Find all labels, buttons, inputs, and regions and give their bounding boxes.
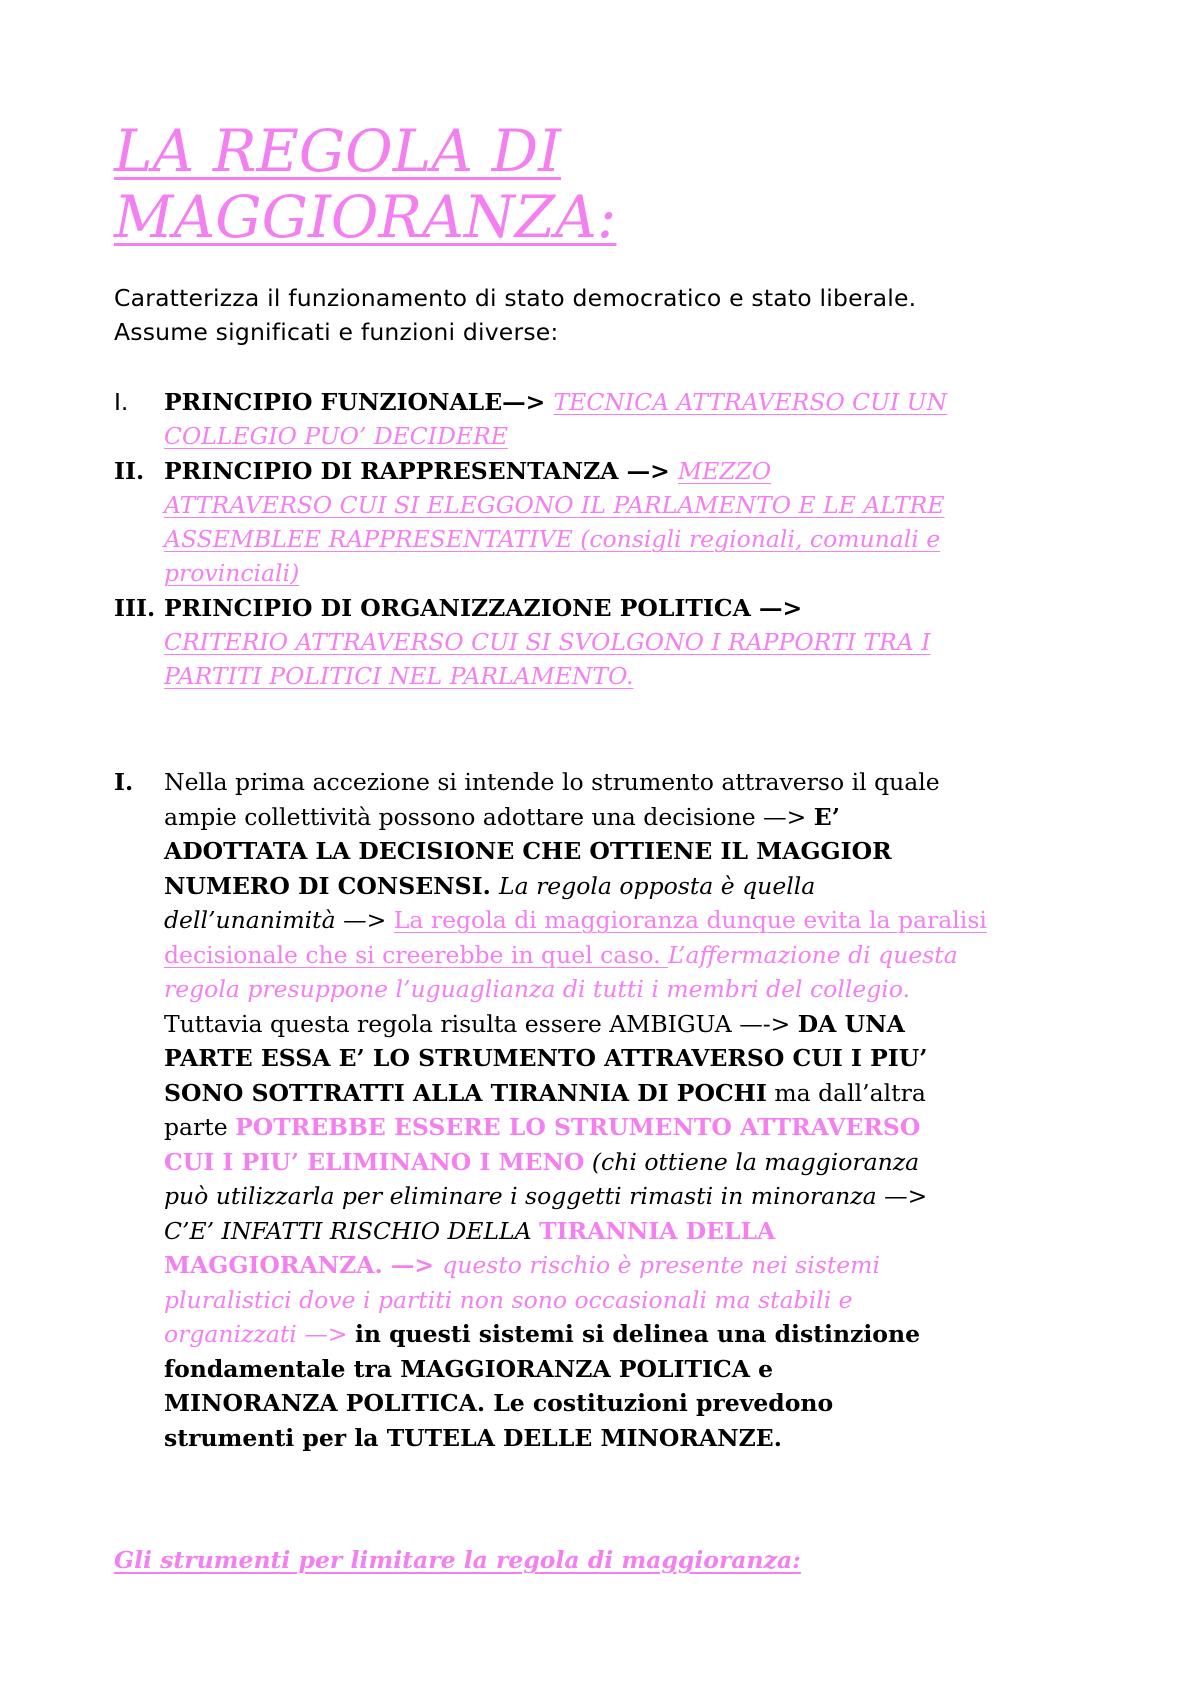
explanation-line: Tuttavia questa regola risulta essere AMBIGUA —-> DA UNA: [164, 1009, 905, 1038]
explanation-line: pluralistici dove i partiti non sono occasionali ma stabili e: [164, 1285, 853, 1314]
explanation-line: NUMERO DI CONSENSI. La regola opposta è quella: [164, 871, 816, 900]
explanation-line: parte POTREBBE ESSERE LO STRUMENTO ATTRAVERSO: [164, 1113, 921, 1141]
title-line-1: LA REGOLA DI: [114, 117, 561, 185]
principle-definition: ASSEMBLEE RAPPRESENTATIVE (consigli regionali, comunali e: [164, 525, 941, 553]
principle-heading: PRINCIPIO DI ORGANIZZAZIONE POLITICA —>: [164, 594, 803, 622]
principle-item-2: [114, 454, 1104, 590]
principle-heading: PRINCIPIO DI RAPPRESENTANZA —>: [164, 457, 679, 485]
principle-definition: ATTRAVERSO CUI SI ELEGGONO IL PARLAMENTO E LE ALTRE: [164, 491, 945, 519]
title-line-2: MAGGIORANZA:: [114, 183, 617, 251]
intro-line-2: Assume significati e funzioni diverse:: [114, 318, 559, 346]
explanation-line: MINORANZA POLITICA. Le costituzioni prevedono: [164, 1389, 834, 1417]
principle-numeral: III.: [114, 594, 156, 622]
page-title: [114, 118, 874, 250]
principle-numeral: I.: [114, 388, 129, 416]
explanation-line: PARTE ESSA E’ LO STRUMENTO ATTRAVERSO CUI I PIU’: [164, 1044, 928, 1072]
explanation-line: ampie collettività possono adottare una decisione —> E’: [164, 802, 840, 831]
explanation-line: regola presuppone l’uguaglianza di tutti i membri del collegio.: [164, 975, 910, 1003]
explanation-line: dell’unanimità —> La regola di maggioranza dunque evita la paralisi: [164, 906, 987, 934]
explanation-line: SONO SOTTRATTI ALLA TIRANNIA DI POCHI ma dall’altra: [164, 1078, 926, 1107]
explanation-line: CUI I PIU’ ELIMINANO I MENO (chi ottiene la maggioranza: [164, 1147, 920, 1176]
intro-text: [114, 281, 1114, 349]
principle-definition: TECNICA ATTRAVERSO CUI UN: [553, 388, 948, 416]
principle-definition: provinciali): [164, 559, 300, 587]
explanation-line: ADOTTATA LA DECISIONE CHE OTTIENE IL MAGGIOR: [164, 837, 892, 865]
explanation-line: fondamentale tra MAGGIORANZA POLITICA e: [164, 1354, 774, 1383]
explanation-line: MAGGIORANZA. —> questo rischio è presente nei sistemi: [164, 1251, 880, 1279]
explanation-paragraph: [114, 765, 1104, 1455]
principle-item-1: [114, 385, 1104, 453]
principle-heading: PRINCIPIO FUNZIONALE—>: [164, 388, 554, 416]
explanation-numeral: I.: [114, 768, 134, 796]
intro-line-1: Caratterizza il funzionamento di stato democratico e stato liberale.: [114, 284, 917, 312]
explanation-line: può utilizzarla per eliminare i soggetti rimasti in minoranza —>: [164, 1182, 928, 1210]
explanation-line: decisionale che si creerebbe in quel caso. L’affermazione di questa: [164, 940, 958, 969]
explanation-line: organizzati —> in questi sistemi si delinea una distinzione: [164, 1320, 921, 1348]
explanation-line: strumenti per la TUTELA DELLE MINORANZE.: [164, 1423, 782, 1452]
principle-definition: PARTITI POLITICI NEL PARLAMENTO.: [164, 662, 634, 690]
principle-definition: MEZZO: [678, 457, 772, 485]
principle-item-3: [114, 591, 1104, 693]
explanation-line: Nella prima accezione si intende lo strumento attraverso il quale: [164, 768, 940, 796]
principle-numeral: II.: [114, 457, 145, 485]
principle-definition: CRITERIO ATTRAVERSO CUI SI SVOLGONO I RAPPORTI TRA I: [164, 628, 931, 656]
principle-definition: COLLEGIO PUO’ DECIDERE: [164, 422, 508, 450]
explanation-line: C’E’ INFATTI RISCHIO DELLA TIRANNIA DELLA: [164, 1216, 776, 1245]
closing-heading: Gli strumenti per limitare la regola di maggioranza:: [114, 1546, 801, 1574]
